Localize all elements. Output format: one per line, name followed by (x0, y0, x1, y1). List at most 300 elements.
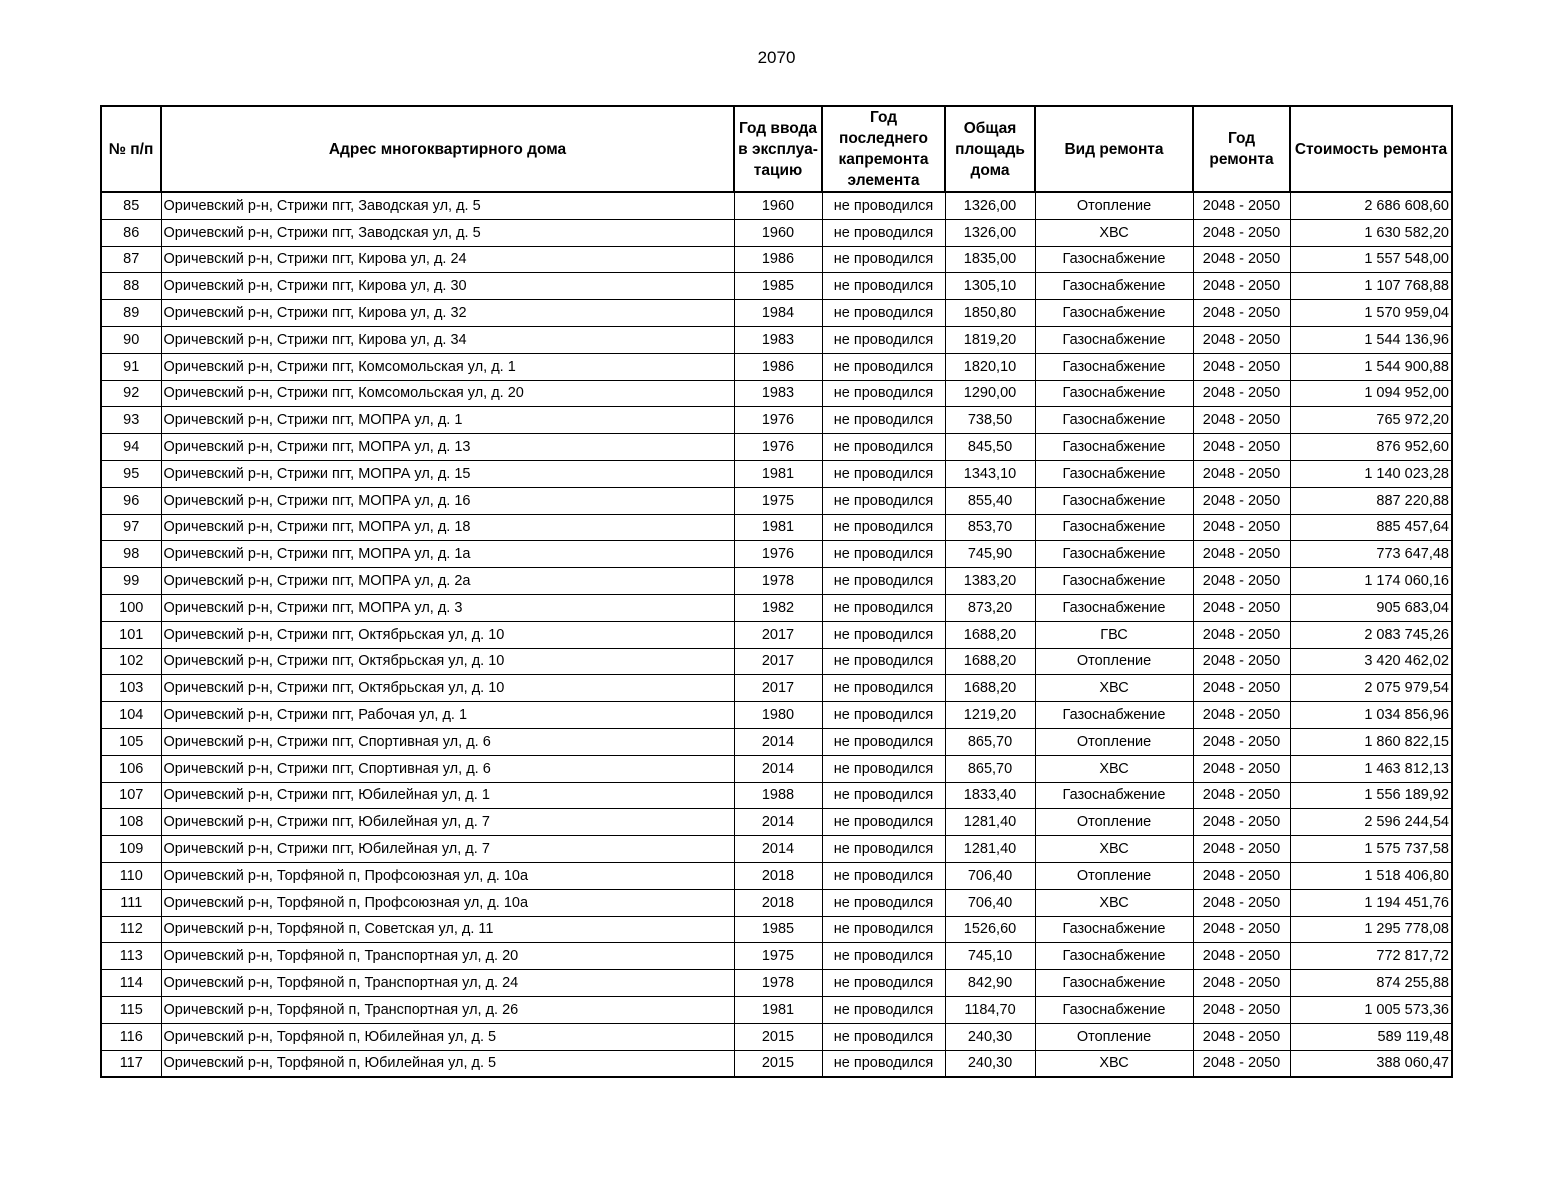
row-area: 1290,00 (945, 380, 1035, 407)
row-year-built: 2018 (734, 889, 822, 916)
row-cost: 1 630 582,20 (1290, 219, 1452, 246)
row-repair-type: Газоснабжение (1035, 434, 1193, 461)
header-num: № п/п (101, 106, 161, 192)
row-area: 1343,10 (945, 460, 1035, 487)
row-repair-year: 2048 - 2050 (1193, 702, 1290, 729)
row-year-built: 1981 (734, 996, 822, 1023)
row-repair-year: 2048 - 2050 (1193, 487, 1290, 514)
header-repair-year: Год ремонта (1193, 106, 1290, 192)
table-row (101, 1023, 1452, 1050)
row-repair-type: ХВС (1035, 755, 1193, 782)
row-last-repair: не проводился (822, 621, 945, 648)
row-repair-type: Газоснабжение (1035, 514, 1193, 541)
row-last-repair: не проводился (822, 648, 945, 675)
row-year-built: 1978 (734, 568, 822, 595)
row-repair-year: 2048 - 2050 (1193, 192, 1290, 219)
row-cost: 1 107 768,88 (1290, 273, 1452, 300)
row-number: 113 (101, 943, 161, 970)
row-number: 114 (101, 970, 161, 997)
row-number: 85 (101, 192, 161, 219)
table-header-row (101, 106, 1452, 192)
row-repair-year: 2048 - 2050 (1193, 916, 1290, 943)
row-year-built: 1985 (734, 273, 822, 300)
table-row (101, 273, 1452, 300)
row-year-built: 1982 (734, 594, 822, 621)
row-repair-type: ХВС (1035, 889, 1193, 916)
row-repair-type: Отопление (1035, 809, 1193, 836)
table-row (101, 755, 1452, 782)
row-repair-type: Газоснабжение (1035, 782, 1193, 809)
table-row (101, 568, 1452, 595)
row-area: 1526,60 (945, 916, 1035, 943)
row-year-built: 1960 (734, 219, 822, 246)
row-last-repair: не проводился (822, 755, 945, 782)
row-address: Оричевский р-н, Стрижи пгт, МОПРА ул, д. 1а (161, 541, 734, 568)
row-repair-year: 2048 - 2050 (1193, 996, 1290, 1023)
row-cost: 2 083 745,26 (1290, 621, 1452, 648)
table-row (101, 836, 1452, 863)
row-repair-type: ГВС (1035, 621, 1193, 648)
row-repair-year: 2048 - 2050 (1193, 460, 1290, 487)
row-cost: 1 194 451,76 (1290, 889, 1452, 916)
row-cost: 1 034 856,96 (1290, 702, 1452, 729)
row-address: Оричевский р-н, Стрижи пгт, Юбилейная ул, д. 1 (161, 782, 734, 809)
row-year-built: 1981 (734, 460, 822, 487)
row-area: 853,70 (945, 514, 1035, 541)
row-address: Оричевский р-н, Стрижи пгт, Спортивная ул, д. 6 (161, 728, 734, 755)
row-year-built: 1985 (734, 916, 822, 943)
table-row (101, 353, 1452, 380)
row-last-repair: не проводился (822, 996, 945, 1023)
row-repair-year: 2048 - 2050 (1193, 568, 1290, 595)
row-number: 99 (101, 568, 161, 595)
row-number: 90 (101, 326, 161, 353)
table-row (101, 648, 1452, 675)
row-address: Оричевский р-н, Стрижи пгт, МОПРА ул, д. 18 (161, 514, 734, 541)
row-last-repair: не проводился (822, 970, 945, 997)
row-last-repair: не проводился (822, 675, 945, 702)
row-address: Оричевский р-н, Стрижи пгт, Заводская ул, д. 5 (161, 219, 734, 246)
row-address: Оричевский р-н, Стрижи пгт, Комсомольская ул, д. 20 (161, 380, 734, 407)
row-cost: 1 518 406,80 (1290, 862, 1452, 889)
row-cost: 388 060,47 (1290, 1050, 1452, 1077)
row-year-built: 2014 (734, 809, 822, 836)
table-row (101, 996, 1452, 1023)
row-number: 105 (101, 728, 161, 755)
row-year-built: 1983 (734, 326, 822, 353)
row-number: 94 (101, 434, 161, 461)
row-address: Оричевский р-н, Торфяной п, Транспортная ул, д. 24 (161, 970, 734, 997)
row-address: Оричевский р-н, Торфяной п, Юбилейная ул, д. 5 (161, 1023, 734, 1050)
row-area: 1281,40 (945, 836, 1035, 863)
row-year-built: 1975 (734, 487, 822, 514)
row-last-repair: не проводился (822, 568, 945, 595)
row-area: 865,70 (945, 728, 1035, 755)
row-cost: 1 570 959,04 (1290, 300, 1452, 327)
row-year-built: 2018 (734, 862, 822, 889)
row-cost: 589 119,48 (1290, 1023, 1452, 1050)
row-cost: 885 457,64 (1290, 514, 1452, 541)
row-cost: 1 463 812,13 (1290, 755, 1452, 782)
row-address: Оричевский р-н, Стрижи пгт, Кирова ул, д. 30 (161, 273, 734, 300)
row-cost: 1 295 778,08 (1290, 916, 1452, 943)
row-number: 102 (101, 648, 161, 675)
row-repair-year: 2048 - 2050 (1193, 648, 1290, 675)
row-address: Оричевский р-н, Стрижи пгт, Заводская ул, д. 5 (161, 192, 734, 219)
row-repair-type: Газоснабжение (1035, 702, 1193, 729)
row-repair-type: Газоснабжение (1035, 460, 1193, 487)
row-repair-type: Газоснабжение (1035, 300, 1193, 327)
row-last-repair: не проводился (822, 943, 945, 970)
row-area: 1305,10 (945, 273, 1035, 300)
row-repair-year: 2048 - 2050 (1193, 621, 1290, 648)
row-last-repair: не проводился (822, 836, 945, 863)
row-last-repair: не проводился (822, 541, 945, 568)
header-cost: Стоимость ремонта (1290, 106, 1452, 192)
table-row (101, 460, 1452, 487)
row-last-repair: не проводился (822, 273, 945, 300)
row-area: 745,90 (945, 541, 1035, 568)
row-cost: 3 420 462,02 (1290, 648, 1452, 675)
row-year-built: 1984 (734, 300, 822, 327)
table-row (101, 862, 1452, 889)
row-number: 101 (101, 621, 161, 648)
row-last-repair: не проводился (822, 407, 945, 434)
row-year-built: 1976 (734, 541, 822, 568)
row-number: 98 (101, 541, 161, 568)
row-cost: 2 596 244,54 (1290, 809, 1452, 836)
row-repair-year: 2048 - 2050 (1193, 300, 1290, 327)
row-repair-type: Отопление (1035, 648, 1193, 675)
row-area: 1688,20 (945, 621, 1035, 648)
row-address: Оричевский р-н, Стрижи пгт, МОПРА ул, д. 13 (161, 434, 734, 461)
row-last-repair: не проводился (822, 300, 945, 327)
row-address: Оричевский р-н, Торфяной п, Профсоюзная ул, д. 10а (161, 889, 734, 916)
row-address: Оричевский р-н, Стрижи пгт, Комсомольская ул, д. 1 (161, 353, 734, 380)
row-repair-year: 2048 - 2050 (1193, 380, 1290, 407)
row-cost: 2 075 979,54 (1290, 675, 1452, 702)
table-row (101, 487, 1452, 514)
row-repair-type: Газоснабжение (1035, 407, 1193, 434)
row-year-built: 1980 (734, 702, 822, 729)
row-area: 1819,20 (945, 326, 1035, 353)
row-area: 745,10 (945, 943, 1035, 970)
row-year-built: 1976 (734, 407, 822, 434)
table-row (101, 970, 1452, 997)
row-year-built: 1988 (734, 782, 822, 809)
table-row (101, 809, 1452, 836)
row-cost: 1 140 023,28 (1290, 460, 1452, 487)
row-year-built: 1981 (734, 514, 822, 541)
row-last-repair: не проводился (822, 353, 945, 380)
row-repair-type: Газоснабжение (1035, 568, 1193, 595)
row-address: Оричевский р-н, Стрижи пгт, Кирова ул, д. 24 (161, 246, 734, 273)
row-cost: 2 686 608,60 (1290, 192, 1452, 219)
row-number: 100 (101, 594, 161, 621)
row-cost: 772 817,72 (1290, 943, 1452, 970)
row-address: Оричевский р-н, Стрижи пгт, Кирова ул, д. 32 (161, 300, 734, 327)
row-area: 1383,20 (945, 568, 1035, 595)
row-repair-year: 2048 - 2050 (1193, 943, 1290, 970)
row-number: 106 (101, 755, 161, 782)
row-repair-type: Газоснабжение (1035, 246, 1193, 273)
row-repair-year: 2048 - 2050 (1193, 889, 1290, 916)
row-year-built: 2015 (734, 1050, 822, 1077)
row-area: 240,30 (945, 1050, 1035, 1077)
row-repair-type: Отопление (1035, 1023, 1193, 1050)
row-last-repair: не проводился (822, 326, 945, 353)
row-cost: 1 174 060,16 (1290, 568, 1452, 595)
row-number: 93 (101, 407, 161, 434)
row-repair-type: Газоснабжение (1035, 943, 1193, 970)
row-area: 706,40 (945, 889, 1035, 916)
row-cost: 874 255,88 (1290, 970, 1452, 997)
row-area: 842,90 (945, 970, 1035, 997)
row-repair-type: Газоснабжение (1035, 916, 1193, 943)
row-repair-type: Отопление (1035, 192, 1193, 219)
row-address: Оричевский р-н, Стрижи пгт, Октябрьская ул, д. 10 (161, 675, 734, 702)
row-last-repair: не проводился (822, 809, 945, 836)
row-cost: 1 544 900,88 (1290, 353, 1452, 380)
table-row (101, 219, 1452, 246)
row-repair-year: 2048 - 2050 (1193, 353, 1290, 380)
row-number: 96 (101, 487, 161, 514)
row-address: Оричевский р-н, Торфяной п, Транспортная ул, д. 20 (161, 943, 734, 970)
row-area: 240,30 (945, 1023, 1035, 1050)
row-year-built: 2014 (734, 755, 822, 782)
row-number: 112 (101, 916, 161, 943)
row-repair-year: 2048 - 2050 (1193, 675, 1290, 702)
row-area: 1833,40 (945, 782, 1035, 809)
row-area: 1219,20 (945, 702, 1035, 729)
row-repair-type: Газоснабжение (1035, 273, 1193, 300)
table-row (101, 380, 1452, 407)
row-cost: 773 647,48 (1290, 541, 1452, 568)
row-repair-year: 2048 - 2050 (1193, 273, 1290, 300)
row-repair-year: 2048 - 2050 (1193, 755, 1290, 782)
row-last-repair: не проводился (822, 219, 945, 246)
row-number: 86 (101, 219, 161, 246)
row-area: 1184,70 (945, 996, 1035, 1023)
header-year-built: Год ввода в эксплуа-тацию (734, 106, 822, 192)
table-row (101, 889, 1452, 916)
row-address: Оричевский р-н, Стрижи пгт, МОПРА ул, д. 3 (161, 594, 734, 621)
row-repair-year: 2048 - 2050 (1193, 246, 1290, 273)
row-last-repair: не проводился (822, 862, 945, 889)
row-repair-type: Газоснабжение (1035, 353, 1193, 380)
row-number: 116 (101, 1023, 161, 1050)
row-cost: 1 556 189,92 (1290, 782, 1452, 809)
row-repair-type: ХВС (1035, 219, 1193, 246)
row-repair-year: 2048 - 2050 (1193, 219, 1290, 246)
table-row (101, 300, 1452, 327)
row-repair-year: 2048 - 2050 (1193, 809, 1290, 836)
row-repair-type: ХВС (1035, 1050, 1193, 1077)
row-year-built: 2014 (734, 836, 822, 863)
row-number: 109 (101, 836, 161, 863)
row-last-repair: не проводился (822, 594, 945, 621)
row-address: Оричевский р-н, Стрижи пгт, Юбилейная ул, д. 7 (161, 809, 734, 836)
row-repair-year: 2048 - 2050 (1193, 514, 1290, 541)
row-year-built: 2017 (734, 675, 822, 702)
row-number: 92 (101, 380, 161, 407)
row-repair-type: Газоснабжение (1035, 970, 1193, 997)
row-number: 88 (101, 273, 161, 300)
table-row (101, 916, 1452, 943)
row-last-repair: не проводился (822, 434, 945, 461)
header-last-repair: Год последнего капремонта элемента (822, 106, 945, 192)
row-repair-year: 2048 - 2050 (1193, 434, 1290, 461)
row-last-repair: не проводился (822, 728, 945, 755)
row-repair-type: Газоснабжение (1035, 380, 1193, 407)
row-last-repair: не проводился (822, 460, 945, 487)
row-year-built: 1976 (734, 434, 822, 461)
row-address: Оричевский р-н, Стрижи пгт, Спортивная ул, д. 6 (161, 755, 734, 782)
table-row (101, 943, 1452, 970)
row-repair-year: 2048 - 2050 (1193, 407, 1290, 434)
table-row (101, 434, 1452, 461)
row-area: 1688,20 (945, 675, 1035, 702)
row-repair-type: ХВС (1035, 836, 1193, 863)
row-last-repair: не проводился (822, 1050, 945, 1077)
row-area: 1850,80 (945, 300, 1035, 327)
row-number: 91 (101, 353, 161, 380)
row-repair-year: 2048 - 2050 (1193, 836, 1290, 863)
row-address: Оричевский р-н, Стрижи пгт, Октябрьская ул, д. 10 (161, 621, 734, 648)
row-cost: 765 972,20 (1290, 407, 1452, 434)
table-row (101, 782, 1452, 809)
row-last-repair: не проводился (822, 782, 945, 809)
row-area: 1326,00 (945, 219, 1035, 246)
table-row (101, 541, 1452, 568)
row-area: 1820,10 (945, 353, 1035, 380)
row-year-built: 1983 (734, 380, 822, 407)
row-address: Оричевский р-н, Стрижи пгт, Юбилейная ул, д. 7 (161, 836, 734, 863)
row-address: Оричевский р-н, Стрижи пгт, Рабочая ул, д. 1 (161, 702, 734, 729)
row-address: Оричевский р-н, Стрижи пгт, МОПРА ул, д. 1 (161, 407, 734, 434)
row-area: 1281,40 (945, 809, 1035, 836)
row-repair-type: Газоснабжение (1035, 541, 1193, 568)
row-repair-type: Газоснабжение (1035, 326, 1193, 353)
row-cost: 1 860 822,15 (1290, 728, 1452, 755)
row-repair-year: 2048 - 2050 (1193, 1050, 1290, 1077)
row-year-built: 2015 (734, 1023, 822, 1050)
row-repair-type: Газоснабжение (1035, 996, 1193, 1023)
row-repair-year: 2048 - 2050 (1193, 728, 1290, 755)
row-cost: 876 952,60 (1290, 434, 1452, 461)
row-repair-year: 2048 - 2050 (1193, 970, 1290, 997)
row-area: 873,20 (945, 594, 1035, 621)
row-year-built: 1986 (734, 246, 822, 273)
row-repair-year: 2048 - 2050 (1193, 862, 1290, 889)
row-year-built: 2017 (734, 621, 822, 648)
row-number: 115 (101, 996, 161, 1023)
row-repair-year: 2048 - 2050 (1193, 782, 1290, 809)
row-cost: 1 557 548,00 (1290, 246, 1452, 273)
table-row (101, 1050, 1452, 1077)
row-last-repair: не проводился (822, 192, 945, 219)
row-year-built: 1986 (734, 353, 822, 380)
table-row (101, 514, 1452, 541)
row-address: Оричевский р-н, Стрижи пгт, Кирова ул, д. 34 (161, 326, 734, 353)
row-area: 855,40 (945, 487, 1035, 514)
row-repair-year: 2048 - 2050 (1193, 326, 1290, 353)
row-cost: 1 005 573,36 (1290, 996, 1452, 1023)
row-repair-year: 2048 - 2050 (1193, 594, 1290, 621)
row-area: 1326,00 (945, 192, 1035, 219)
row-number: 103 (101, 675, 161, 702)
row-last-repair: не проводился (822, 487, 945, 514)
row-number: 104 (101, 702, 161, 729)
row-year-built: 2017 (734, 648, 822, 675)
row-last-repair: не проводился (822, 380, 945, 407)
table-row (101, 326, 1452, 353)
row-number: 95 (101, 460, 161, 487)
row-cost: 1 575 737,58 (1290, 836, 1452, 863)
row-number: 87 (101, 246, 161, 273)
row-last-repair: не проводился (822, 889, 945, 916)
row-repair-type: ХВС (1035, 675, 1193, 702)
row-year-built: 1975 (734, 943, 822, 970)
row-number: 97 (101, 514, 161, 541)
row-last-repair: не проводился (822, 916, 945, 943)
table-row (101, 594, 1452, 621)
row-area: 706,40 (945, 862, 1035, 889)
row-number: 108 (101, 809, 161, 836)
row-number: 117 (101, 1050, 161, 1077)
row-area: 1688,20 (945, 648, 1035, 675)
row-number: 89 (101, 300, 161, 327)
row-last-repair: не проводился (822, 246, 945, 273)
table-row (101, 407, 1452, 434)
row-repair-type: Газоснабжение (1035, 594, 1193, 621)
table-row (101, 675, 1452, 702)
row-cost: 905 683,04 (1290, 594, 1452, 621)
row-number: 110 (101, 862, 161, 889)
row-address: Оричевский р-н, Стрижи пгт, МОПРА ул, д. 16 (161, 487, 734, 514)
row-year-built: 1978 (734, 970, 822, 997)
table-row (101, 728, 1452, 755)
row-cost: 1 094 952,00 (1290, 380, 1452, 407)
row-repair-year: 2048 - 2050 (1193, 541, 1290, 568)
row-address: Оричевский р-н, Стрижи пгт, Октябрьская ул, д. 10 (161, 648, 734, 675)
row-number: 107 (101, 782, 161, 809)
table-row (101, 192, 1452, 219)
row-area: 1835,00 (945, 246, 1035, 273)
row-repair-type: Отопление (1035, 862, 1193, 889)
row-repair-year: 2048 - 2050 (1193, 1023, 1290, 1050)
row-repair-type: Газоснабжение (1035, 487, 1193, 514)
row-address: Оричевский р-н, Стрижи пгт, МОПРА ул, д. 15 (161, 460, 734, 487)
table-row (101, 702, 1452, 729)
row-address: Оричевский р-н, Торфяной п, Юбилейная ул, д. 5 (161, 1050, 734, 1077)
row-repair-type: Отопление (1035, 728, 1193, 755)
row-area: 845,50 (945, 434, 1035, 461)
page-number: 2070 (757, 48, 796, 67)
row-last-repair: не проводился (822, 1023, 945, 1050)
table-row (101, 621, 1452, 648)
row-area: 738,50 (945, 407, 1035, 434)
row-address: Оричевский р-н, Торфяной п, Профсоюзная ул, д. 10а (161, 862, 734, 889)
table-row (101, 246, 1452, 273)
header-area: Общая площадь дома (945, 106, 1035, 192)
row-cost: 887 220,88 (1290, 487, 1452, 514)
row-area: 865,70 (945, 755, 1035, 782)
repair-schedule-table (100, 105, 1453, 1078)
row-address: Оричевский р-н, Стрижи пгт, МОПРА ул, д. 2а (161, 568, 734, 595)
row-address: Оричевский р-н, Торфяной п, Транспортная ул, д. 26 (161, 996, 734, 1023)
header-address: Адрес многоквартирного дома (161, 106, 734, 192)
